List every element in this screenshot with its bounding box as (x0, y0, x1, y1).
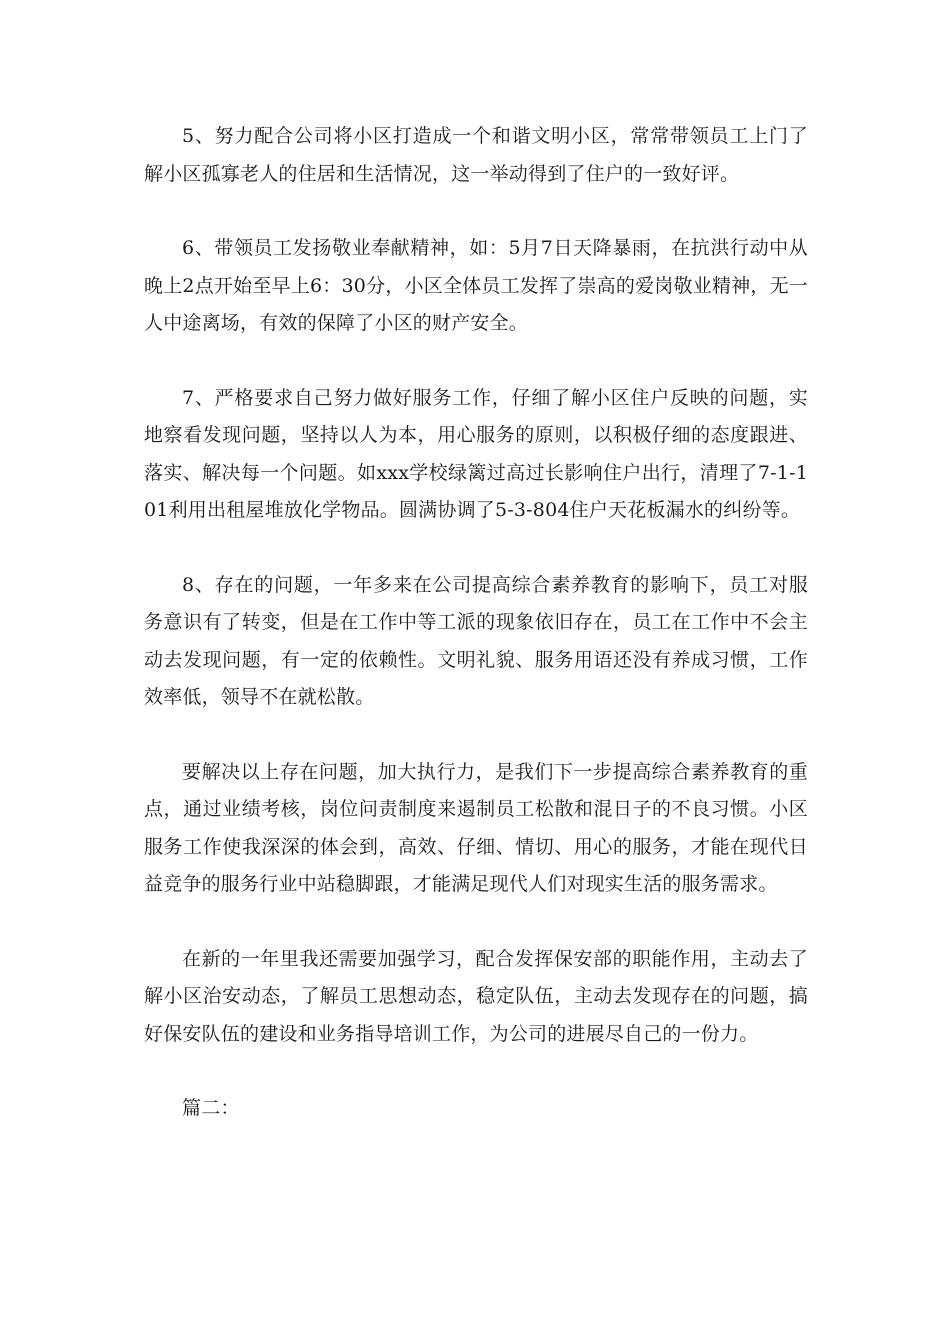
section-heading-part-two: 篇二： (182, 1097, 240, 1119)
paragraph-new-year: 在新的一年里我还需要加强学习，配合发挥保安部的职能作用，主动去了解小区治安动态，了解员工思想动态，稳定队伍，主动去发现存在的问题，搞好保安队伍的建设和业务指导培训工作，为公司的进展尽自己的一份力。 (144, 947, 808, 1045)
paragraph-item-5: 5、努力配合公司将小区打造成一个和谐文明小区，常常带领员工上门了解小区孤寡老人的住居和生活情况，这一举动得到了住户的一致好评。 (144, 125, 808, 185)
paragraph-item-7: 7、严格要求自己努力做好服务工作，仔细了解小区住户反映的问题，实地察看发现问题，坚持以人为本，用心服务的原则，以积极仔细的态度跟进、落实、解决每一个问题。如xxx学校绿篱过高过长影响住户出行，清理了7-1-101利用出租屋堆放化学物品。圆满协调了5-3-804住户天花板漏水的纠纷等。 (144, 386, 808, 521)
paragraph-item-8: 8、存在的问题，一年多来在公司提高综合素养教育的影响下，员工对服务意识有了转变，但是在工作中等工派的现象依旧存在，员工在工作中不会主动去发现问题，有一定的依赖性。文明礼貌、服务用语还没有养成习惯，工作效率低，领导不在就松散。 (144, 573, 808, 708)
document-body (144, 118, 808, 1128)
paragraph-item-6: 6、带领员工发扬敬业奉献精神，如：5月7日天降暴雨，在抗洪行动中从晚上2点开始至早上6：30分，小区全体员工发挥了崇高的爱岗敬业精神，无一人中途离场，有效的保障了小区的财产安全。 (144, 237, 808, 334)
paragraph-solution: 要解决以上存在问题，加大执行力，是我们下一步提高综合素养教育的重点，通过业绩考核，岗位问责制度来遏制员工松散和混日子的不良习惯。小区服务工作使我深深的体会到，高效、仔细、情切、用心的服务，才能在现代日益竞争的服务行业中站稳脚跟，才能满足现代人们对现实生活的服务需求。 (144, 760, 808, 895)
